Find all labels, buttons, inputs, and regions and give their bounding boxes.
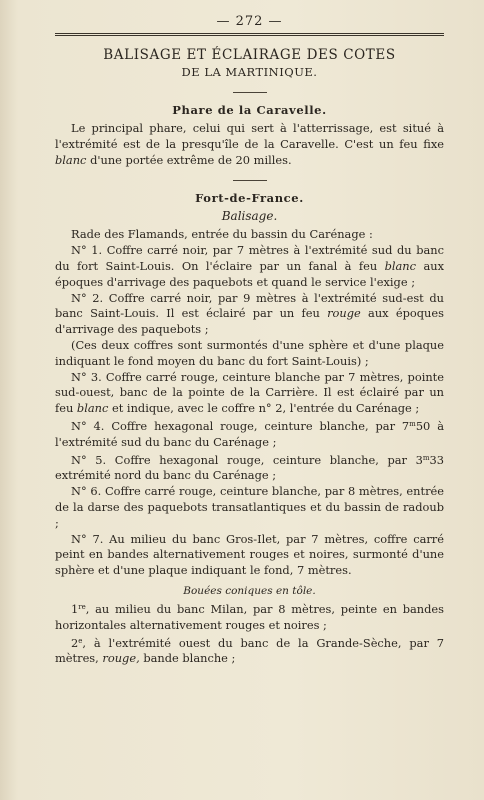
text-run: , au milieu du banc Milan, par 8 mètres, peinte en bandes horizontales alternativement rouges et noires ; bbox=[55, 601, 444, 632]
text-run-italic: blanc bbox=[55, 152, 87, 167]
text-run-italic: blanc bbox=[384, 258, 417, 273]
text-run: , à l'extrémité ouest du banc de la Grande-Sèche, par 7 mètres, bbox=[55, 635, 444, 666]
text-run: aux époques d'arrivage des paquebots ; bbox=[55, 306, 444, 337]
page-number: — 272 — bbox=[216, 14, 283, 29]
text-run-italic: rouge bbox=[327, 306, 361, 321]
paragraph-no4 bbox=[55, 417, 444, 451]
text-run: d'une portée extrême de 20 milles. bbox=[86, 152, 292, 167]
section-heading-fort: Fort-de-France. bbox=[195, 191, 304, 206]
chapter-title: BALISAGE ET ÉCLAIRAGE DES COTES bbox=[103, 47, 396, 63]
text-run: N° 3. Coffre carré rouge, ceinture blanche par 7 mètres, pointe sud-ouest, banc de la pointe de la Carrière. Il est éclairé par un feu bbox=[55, 369, 444, 416]
text-run: N° 2. Coffre carré noir, par 9 mètres à l'extrémité sud-est du banc Saint-Louis. Il est éclairé par un feu bbox=[55, 290, 444, 321]
paragraph-intro: Rade des Flamands, entrée du bassin du Carénage : bbox=[71, 227, 373, 242]
superscript: re bbox=[78, 602, 86, 611]
paragraph-no5 bbox=[55, 451, 444, 485]
text-run-italic: rouge, bbox=[102, 651, 140, 666]
paragraph-no3 bbox=[55, 370, 444, 417]
chapter-subtitle: DE LA MARTINIQUE. bbox=[181, 65, 318, 79]
text-run: Le principal phare, celui qui sert à l'atterrissage, est situé à l'extrémité est de la presqu'île de la Caravelle. C'est un feu fixe bbox=[55, 121, 444, 151]
superscript: m bbox=[409, 419, 416, 428]
section-divider bbox=[233, 180, 267, 181]
superscript: e bbox=[78, 636, 83, 645]
paragraph-bouee-1 bbox=[55, 600, 444, 634]
paragraph-phare bbox=[55, 121, 444, 168]
section-heading-phare: Phare de la Caravelle. bbox=[172, 103, 327, 117]
paragraph-no7: N° 7. Au milieu du banc Gros-Ilet, par 7 mètres, coffre carré peint en bandes alternativement rouges et noires, surmonté d'une sphère et d'une plaque indiquant le fond, 7 mètres. bbox=[55, 531, 444, 578]
paragraph-bouee-2 bbox=[55, 634, 444, 668]
subheading-balisage: Balisage. bbox=[221, 209, 278, 224]
text-run: N° 1. Coffre carré noir, par 7 mètres à l'extrémité sud du banc du fort Saint-Louis. On l'éclaire par un fanal à feu bbox=[55, 243, 444, 273]
paragraph-no6: N° 6. Coffre carré rouge, ceinture blanche, par 8 mètres, entrée de la darse des paquebots transatlantiques et du bassin de radoub ; bbox=[55, 484, 444, 530]
text-run: bande blanche ; bbox=[139, 651, 236, 666]
text-run: 50 à l'extrémité sud du banc du Carénage ; bbox=[55, 418, 444, 449]
superscript: m bbox=[422, 453, 430, 462]
text-run: N° 5. Coffre hexagonal rouge, ceinture blanche, par 3 bbox=[71, 452, 423, 467]
header-rule bbox=[55, 33, 444, 36]
ordinal: 1 bbox=[71, 601, 79, 616]
paragraph-no2 bbox=[55, 291, 444, 338]
section-divider bbox=[233, 92, 267, 93]
paragraph-no1 bbox=[55, 243, 444, 290]
text-run: et indique, avec le coffre n° 2, l'entrée du Carénage ; bbox=[108, 401, 420, 416]
paragraph-note: (Ces deux coffres sont surmontés d'une sphère et d'une plaque indiquant le fond moyen du banc du fort Saint-Louis) ; bbox=[55, 337, 444, 368]
text-run: 33 extrémité nord du banc du Carénage ; bbox=[55, 452, 444, 483]
text-run: N° 4. Coffre hexagonal rouge, ceinture blanche, par 7 bbox=[71, 418, 410, 433]
ordinal: 2 bbox=[71, 635, 79, 650]
text-run-italic: blanc bbox=[76, 401, 109, 416]
text-run: aux époques d'arrivage des paquebots et quand le service l'exige ; bbox=[55, 258, 444, 289]
subheading-bouees: Bouées coniques en tôle. bbox=[183, 584, 316, 597]
